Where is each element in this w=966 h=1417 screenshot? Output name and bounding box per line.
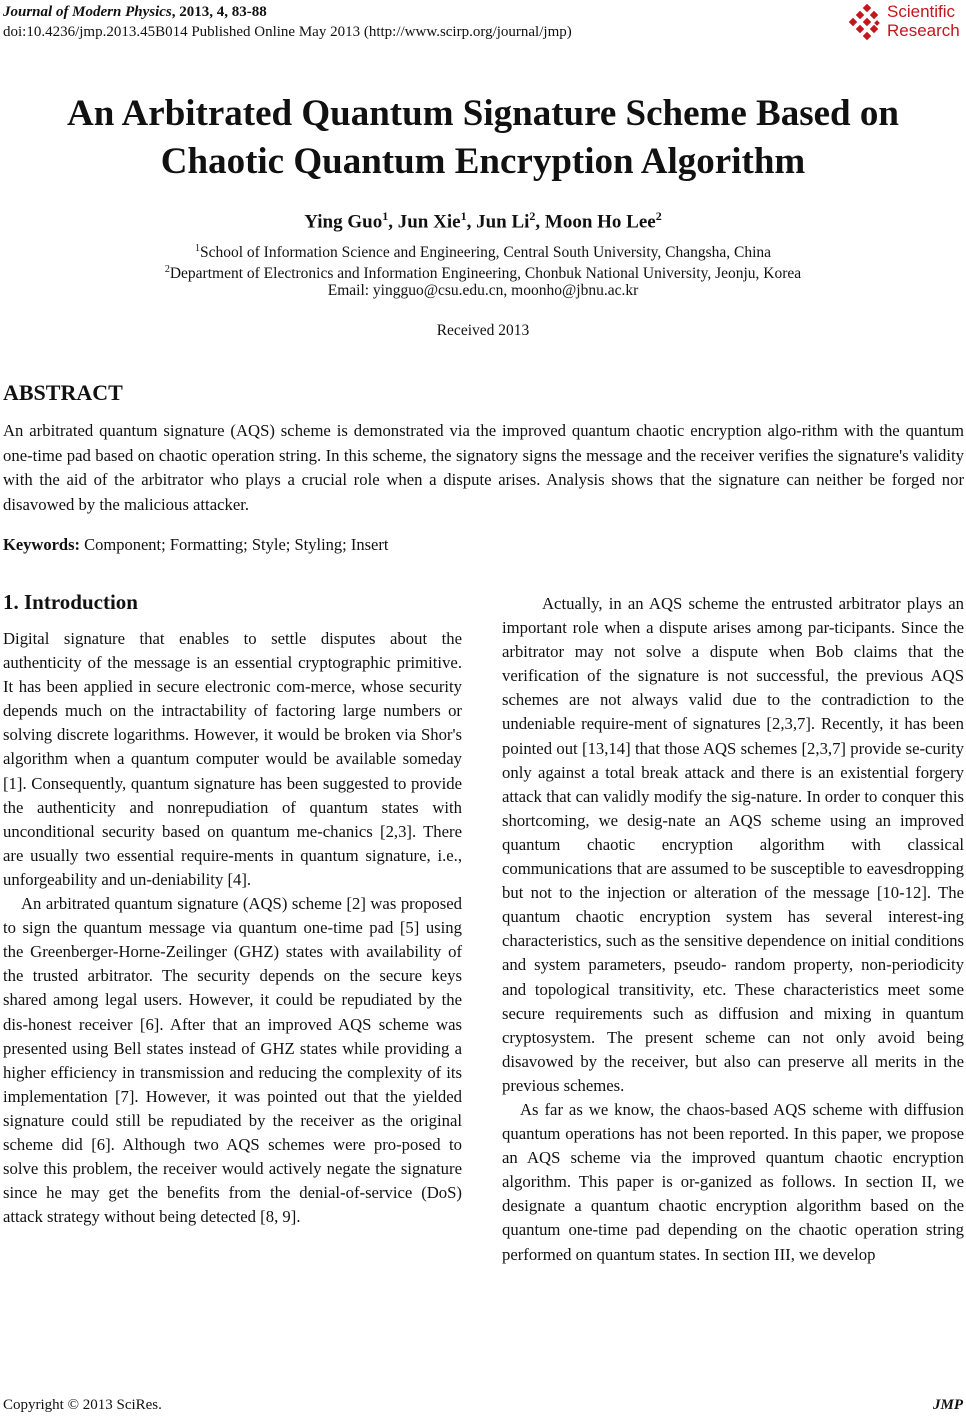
paper-title-line-2: Chaotic Quantum Encryption Algorithm: [160, 141, 806, 182]
author-name: Jun Li: [476, 211, 530, 233]
publisher-logo-mark-icon: [848, 4, 884, 40]
affiliation-text: School of Information Science and Engineering, Central South University, Changsha, China: [199, 244, 772, 262]
journal-citation: [3, 2, 267, 23]
abstract-text: An arbitrated quantum signature (AQS) scheme is demonstrated via the improved quantum chaotic encryption algo-rithm with the quantum one-time pad based on chaotic operation string. In this scheme, the signatory signs the message and the receiver verifies the signature's validity with the aid of the arbitrator who plays a crucial role when a dispute arises. Analysis shows that the signature can neither be forged nor disavowed by the malicious attacker.: [3, 421, 964, 514]
journal-issue: , 2013, 4, 83-88: [171, 4, 267, 20]
logo-line-1: Scientific: [887, 2, 956, 21]
right-column: [502, 592, 964, 1267]
author-name: Moon Ho Lee: [544, 211, 656, 233]
affiliation-sup: 1: [194, 243, 200, 254]
copyright: Copyright © 2013 SciRes.: [3, 1397, 162, 1413]
author-name: Ying Guo: [304, 211, 383, 233]
publisher-logo-text: [887, 2, 960, 40]
logo-line-2: Research: [887, 21, 960, 40]
author-affil-sup: 2: [529, 209, 536, 223]
author-name: Jun Xie: [397, 211, 461, 233]
author-affil-sup: 2: [655, 209, 662, 223]
affiliation-sup: 2: [164, 264, 170, 275]
keywords-text: Component; Formatting; Style; Styling; Insert: [80, 535, 389, 554]
section-heading: 1. Introduction: [3, 590, 138, 614]
author-email: Email: yingguo@csu.edu.cn, moonho@jbnu.ac.kr: [327, 282, 639, 299]
author-affil-sup: 1: [460, 209, 467, 223]
doi-line: doi:10.4236/jmp.2013.45B014 Published Online May 2013 (http://www.scirp.org/journal/jmp): [3, 24, 572, 40]
paragraph: Digital signature that enables to settle disputes about the authenticity of the message is an essential cryptographic primitive. It has been applied in secure electronic com-merce, whose security depends much on the intractability of factoring large numbers or solving discrete logarithms. However, it would be broken via Shor's algorithm when a quantum computer would be available someday [1]. Consequently, quantum signature has been suggested to provide the authenticity and nonrepudiation of quantum states with unconditional security based on quantum me-chanics [2,3]. There are usually two essential require-ments in quantum signature, i.e., unforgeability and un-deniability [4].: [3, 629, 462, 889]
received-date: Received 2013: [436, 322, 530, 339]
paragraph: Actually, in an AQS scheme the entrusted arbitrator plays an important role when a dispute arises among par-ticipants. Since the arbitrator may not solve a dispute when Bob claims that the verification of the signature is not successful, the previous AQS schemes are not always valid due to the contradiction to the undeniable require-ment of signatures [2,3,7]. Recently, it has been pointed out [13,14] that those AQS schemes [2,3,7] provide se-curity only against a total break attack and there is an existential forgery attack that can validly modify the sig-nature. In order to conquer this shortcoming, we desig-nate an AQS scheme using an improved quantum chaotic encryption algorithm with classical communications that are assumed to be susceptible to eavesdropping but not to the injection or alteration of the message [10-12]. The quantum chaotic encryption system has several interest-ing characteristics, such as the sensitive dependence on initial conditions and system parameters, pseudo- random property, non-periodicity and topological transitivity, etc. These characteristics meet some secure requirements such as diffusion and mixing in quantum cryptosystem. The present scheme can not only avoid being disavowed by the receiver, but also can preserve all merits in the previous schemes.: [502, 594, 964, 1095]
journal-title: Journal of Modern Physics: [3, 4, 172, 20]
paper-title-line-1: An Arbitrated Quantum Signature Scheme Based on: [67, 93, 899, 134]
author-list: Ying Guo$^1$, Jun Xie$^1$, Jun Li$^2$, Moon Ho Lee$^2$: [304, 209, 662, 233]
keywords-label: Keywords:: [3, 535, 80, 554]
abstract-heading: ABSTRACT: [3, 380, 123, 405]
paragraph: An arbitrated quantum signature (AQS) scheme [2] was proposed to sign the quantum message via quantum one-time pad [5] using the Greenberger-Horne-Zeilinger (GHZ) states with availability of the trusted arbitrator. The security depends on the secure keys shared among legal users. However, it could be repudiated by the dis-honest receiver [6]. After that an improved AQS scheme was presented using Bell states instead of GHZ states while providing a higher efficiency in transmission and reducing the complexity of its implementation [7]. However, it was pointed out that the yielded signature could still be repudiated by the receiver as the original scheme did [6]. Although two AQS schemes were pro-posed to solve this problem, the receiver would actively negate the signature since he may get the benefits from the denial-of-service (DoS) attack strategy without being detected [8, 9].: [3, 894, 462, 1227]
author-affil-sup: 1: [382, 209, 389, 223]
publisher-logo: [848, 2, 966, 42]
keywords: [3, 535, 388, 555]
paper-title: [0, 90, 966, 186]
journal-abbrev: JMP: [933, 1397, 963, 1413]
affiliation-text: Department of Electronics and Information Engineering, Chonbuk National University, Jeonju, Korea: [169, 265, 802, 283]
paragraph: As far as we know, the chaos-based AQS scheme with diffusion quantum operations has not been reported. In this paper, we propose an AQS scheme via the improved quantum chaotic encryption algorithm. This paper is or-ganized as follows. In section II, we designate a quantum chaotic encryption algorithm based on the quantum one-time pad depending on the chaotic operation string performed on quantum states. In section III, we develop: [502, 1099, 964, 1264]
left-column: [3, 627, 462, 1229]
